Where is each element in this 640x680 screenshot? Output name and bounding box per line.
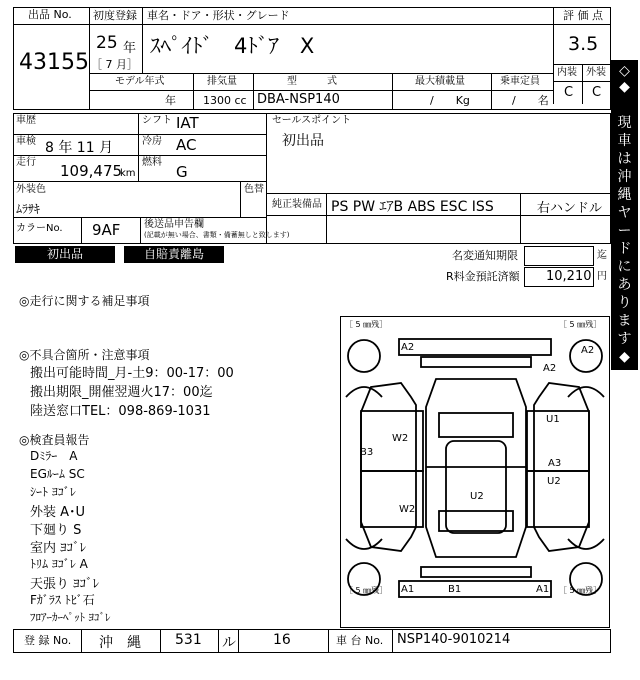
lot-label: 出品 No. [28,8,72,21]
mark-a2-front-bumper: A2 [401,342,415,353]
self-pickup-badge: 自賠責離島 [124,246,224,263]
side-body-outline [361,383,416,551]
capacity-label: 乗車定員 [500,76,540,87]
shift-label: シフト [142,115,172,126]
banner-char: 車 [617,133,632,149]
sales-point-value: 初出品 [282,133,324,149]
shift-value: IAT [176,114,199,132]
mark-a1-rear-right: A1 [536,584,550,595]
mark-w2-left-front: W2 [392,433,409,444]
inspection-label: 車検 [16,136,36,147]
reg-area: 沖 縄 [99,635,141,651]
model-year-label: モデル年式 [115,76,165,87]
reg-kana: ル [222,635,236,651]
model-code: DBA-NSP140 [257,92,340,107]
load-value: / Kg [430,94,470,107]
inspector-line-7: ﾄﾘﾑ ﾖｺﾞﾚ A [30,557,88,571]
defects-heading: ◎不具合箇所・注意事項 [19,348,150,362]
front-left-wheel [348,340,380,372]
exterior-grade: C [592,85,602,100]
retrofit-label: 後送品申告欄 [144,219,204,230]
recycle-label: R料金預託済額 [446,270,520,283]
banner-char: ◆ [619,79,630,95]
inspector-heading: ◎検査員報告 [19,433,90,447]
exterior-label: 外装 [586,67,606,78]
interior-label: 内装 [557,67,577,78]
lot-number: 43155 [19,50,89,75]
first-listing-badge: 初出品 [15,246,115,263]
recycle-unit: 円 [597,271,607,282]
inspector-line-5: 下廻り S [30,523,82,538]
banner-char: 沖 [617,169,632,185]
banner-char: ま [617,313,632,329]
car-name-label: 車名・ドア・形状・グレード [147,9,290,22]
banner-char: ヤ [617,205,632,221]
aircon-value: AC [176,136,197,154]
tire-depth-rear-right: ［ 5 ㎜残］ [559,586,602,595]
inspector-line-2: EGﾙｰﾑ SC [30,467,85,481]
type-label: 型 式 [287,76,337,87]
name-change-label: 名変通知期限 [452,249,518,262]
recycle-value: 10,210 [546,269,592,284]
retrofit-note: (記載が無い場合、書類・備蓄無しと致します) [144,231,290,239]
mileage-unit: km [120,168,136,179]
year-unit: 年 [123,41,137,56]
reg-number: 16 [273,632,291,648]
inspector-line-10: ﾌﾛｱｰｶｰﾍﾟｯﾄ ﾖｺﾞﾚ [30,611,111,624]
mileage-label: 走行 [16,157,36,168]
banner-char: 縄 [617,187,632,203]
first-reg-label: 初度登録 [93,9,137,22]
inspector-line-4: 外装 A･U [30,505,86,520]
banner-char: ー [617,223,632,239]
inspector-line-1: Dﾐﾗｰ A [30,449,78,463]
location-notice-banner [611,60,638,370]
equipment-value: PS PW ｴｱB ABS ESC ISS [331,199,494,215]
color-no-value: 9AF [92,221,121,239]
defect-line-2: 搬出期限_開催翌週火17：00迄 [30,385,213,400]
first-reg-month: ［ 7 月］ [91,58,138,71]
front-bumper-outline [399,339,551,355]
steering-value: 右ハンドル [537,201,603,216]
mileage-value: 109,475 [60,162,123,180]
banner-char: に [617,259,632,275]
banner-char: ◇ [619,63,630,79]
color-value: ﾑﾗｻｷ [16,202,41,216]
chassis-number: NSP140-9010214 [397,632,511,647]
mark-w2-left-rear: W2 [399,504,416,515]
name-change-box [524,246,594,266]
mark-u2-right: U2 [547,476,561,487]
mark-a2-front-right-wheel: A2 [581,345,595,356]
banner-char: は [617,151,632,167]
banner-char: り [617,295,632,311]
banner-char: す [617,331,632,347]
rear-bumper-outline [399,581,551,597]
reg-label: 登 録 No. [24,634,72,647]
banner-char: ◆ [619,349,630,365]
rear-window-outline [439,511,513,531]
car-outline [341,317,609,627]
repaint-label: 色替 [244,184,264,195]
history-label: 車歴 [16,115,36,126]
interior-grade: C [564,85,574,100]
displacement-label: 排気量 [207,76,237,87]
first-reg-year: 25 [96,33,118,53]
score: 3.5 [568,33,599,55]
mark-u2-roof: U2 [470,491,484,502]
damage-diagram [340,316,610,628]
mark-a3: A3 [548,458,562,469]
inspector-line-6: 室内 ﾖｺﾞﾚ [30,541,87,556]
inspector-line-9: Fｶﾞﾗｽ ﾄﾋﾞ石 [30,593,95,607]
mark-a2-right-fender: A2 [543,363,557,374]
banner-char: あ [617,277,632,293]
score-label: 評 価 点 [563,9,603,22]
inspection-value: 8 年 11 月 [45,140,114,156]
reg-class: 531 [175,632,202,648]
mark-a1-rear-left: A1 [401,584,415,595]
fuel-value: G [176,163,188,181]
sales-point-label: セールスポイント [272,115,352,126]
fuel-label: 燃料 [142,157,162,168]
banner-char: ド [617,241,632,257]
equipment-label: 純正装備品 [272,199,322,210]
inspector-line-8: 天張り ﾖｺﾞﾚ [30,577,100,592]
mark-u1: U1 [546,414,560,425]
load-label: 最大積載量 [415,76,465,87]
windshield-outline [439,413,513,437]
tire-depth-front-right: ［ 5 ㎜残］ [559,320,602,329]
color-no-label: カラーNo. [16,223,63,234]
name-change-unit: 迄 [597,250,607,261]
capacity-value: / 名 [512,94,549,107]
aircon-label: 冷房 [142,136,162,147]
defect-line-1: 搬出可能時間_月-土9：00-17：00 [30,366,234,381]
supplement-heading: ◎走行に関する補足事項 [19,294,150,308]
chassis-label: 車 台 No. [336,634,384,647]
banner-char: 現 [617,115,632,131]
tire-depth-rear-left: ［ 5 ㎜残］ [345,586,388,595]
car-name: ｽﾍﾟｲﾄﾞ 4ﾄﾞｱ X [150,34,315,58]
displacement-value: 1300 cc [203,94,247,107]
roof-panel [446,441,506,533]
tire-depth-front-left: ［ 5 ㎜残］ [345,320,388,329]
inspector-line-3: ｼｰﾄ ﾖｺﾞﾚ [30,485,76,499]
mark-b1: B1 [448,584,462,595]
model-year-unit: 年 [165,94,176,107]
mark-b3: B3 [360,447,374,458]
color-label: 外装色 [16,184,46,195]
defect-line-3: 陸送窓口TEL：098-869-1031 [30,404,211,419]
